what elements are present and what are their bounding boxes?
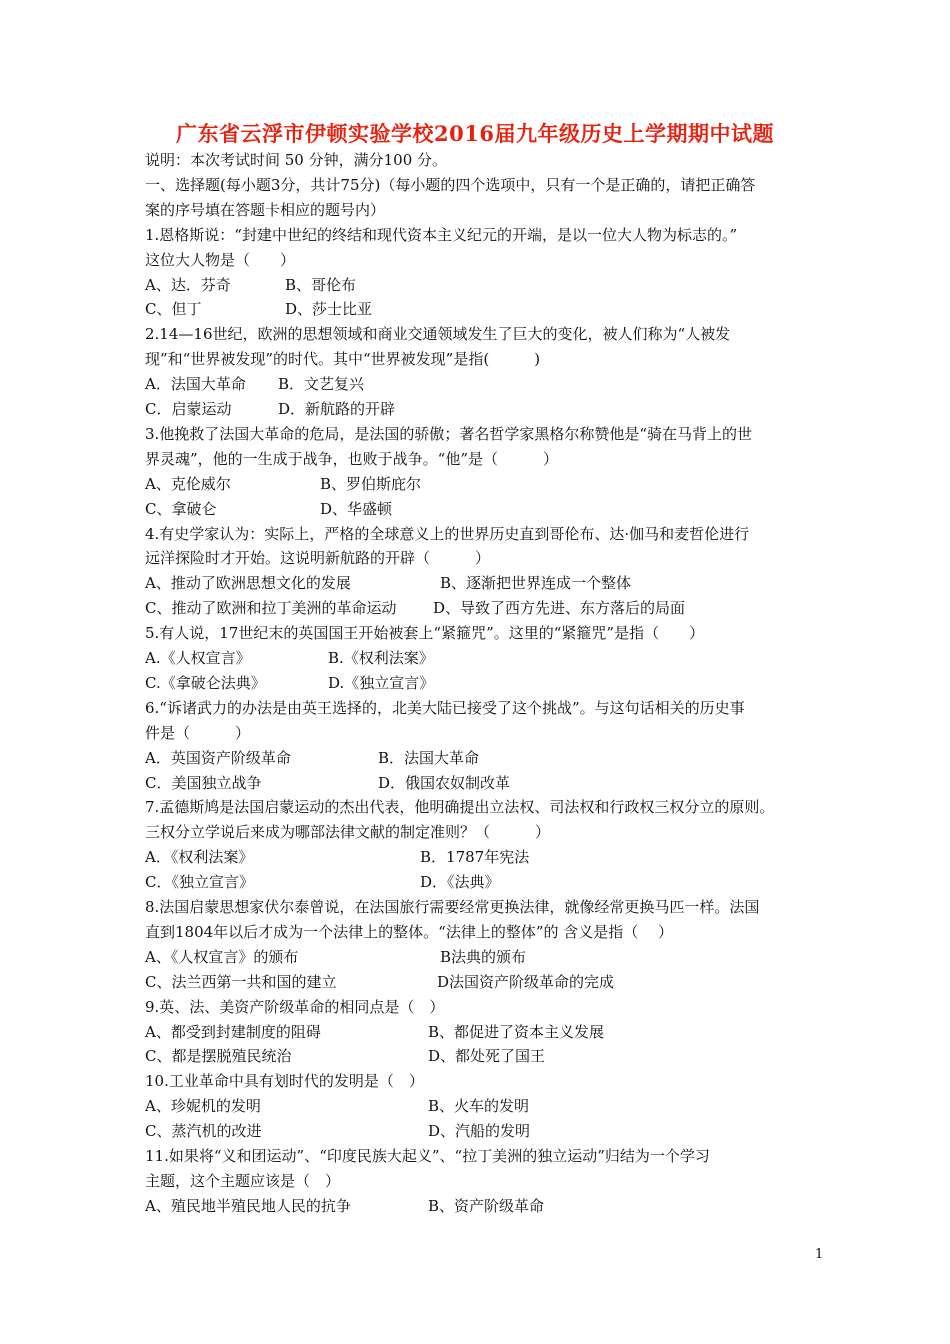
option-row	[145, 299, 373, 319]
option-a: A、达．芬奇	[145, 275, 231, 294]
option-a: A．英国资产阶级革命	[145, 748, 291, 767]
option-row	[145, 1196, 545, 1216]
text-line: 10.工业革命中具有划时代的发明是（ ）	[145, 1072, 424, 1091]
text-line: 一、选择题(每小题3分，共计75分)（每小题的四个选项中，只有一个是正确的，请把正确答	[145, 175, 756, 194]
option-row	[145, 1121, 531, 1141]
option-a: C．美国独立战争	[145, 773, 262, 792]
option-row	[145, 748, 480, 768]
option-b: B．文艺复兴	[278, 375, 365, 394]
text-line: 2.14—16世纪，欧洲的思想领域和商业交通领域发生了巨大的变化，被人们称为“人被发	[145, 325, 731, 344]
text-line: 三权分立学说后来成为哪部法律文献的制定准则？（ ）	[145, 823, 551, 842]
option-row	[145, 673, 435, 693]
option-row	[145, 1096, 530, 1116]
option-a: A．《权利法案》	[145, 848, 254, 867]
text-line: 这位大人物是（ ）	[145, 250, 296, 269]
option-row	[145, 474, 422, 494]
option-row	[145, 872, 500, 892]
option-row	[145, 399, 396, 419]
text-line: 6.“诉诸武力的办法是由英王选择的，北美大陆已接受了这个挑战”。与这句话相关的历史事	[145, 698, 745, 717]
text-line: 4.有史学家认为：实际上，严格的全球意义上的世界历史直到哥伦布、达·伽马和麦哲伦进行	[145, 524, 750, 543]
option-row	[145, 773, 511, 793]
text-line: 现”和“世界被发现”的时代。其中“世界被发现”是指( )	[145, 350, 541, 369]
option-a: C、法兰西第一共和国的建立	[145, 972, 337, 991]
option-b: B．法国大革命	[378, 748, 480, 767]
option-b: B、哥伦布	[285, 275, 357, 294]
text-line: 件是（ ）	[145, 723, 251, 742]
option-b: D、华盛顿	[320, 499, 393, 518]
option-b: D、汽船的发明	[428, 1122, 531, 1141]
page-title: 广东省云浮市伊顿实验学校2016届九年级历史上学期期中试题	[176, 121, 774, 146]
option-b: B．1787年宪法	[420, 848, 530, 867]
option-b: B法典的颁布	[440, 947, 527, 966]
option-a: A、都受到封建制度的阻碍	[145, 1022, 321, 1041]
option-b: D.《独立宣言》	[328, 673, 435, 692]
option-a: C.《拿破仑法典》	[145, 673, 266, 692]
option-a: A、克伦威尔	[145, 474, 231, 493]
option-row	[145, 947, 527, 967]
option-a: C．《独立宣言》	[145, 873, 254, 892]
option-a: A、殖民地半殖民地人民的抗争	[145, 1196, 351, 1215]
text-line: 案的序号填在答题卡相应的题号内）	[145, 200, 386, 219]
option-a: A、《人权宣言》的颁布	[145, 947, 299, 966]
option-row	[145, 598, 686, 618]
option-a: C、拿破仑	[145, 499, 217, 518]
option-b: B、资产阶级革命	[428, 1196, 545, 1215]
text-line: 主题，这个主题应该是（ ）	[145, 1171, 341, 1190]
option-b: B、逐渐把世界连成一个整体	[440, 574, 632, 593]
text-line: 远洋探险时才开始。这说明新航路的开辟（ ）	[145, 549, 491, 568]
page-number: 1	[815, 1247, 824, 1262]
text-line: 11.如果将“义和团运动”、“印度民族大起义”、“拉丁美洲的独立运动”归结为一个学习	[145, 1147, 710, 1165]
text-line: 说明：本次考试时间 50 分钟，满分100 分。	[145, 151, 448, 169]
option-row	[145, 275, 357, 295]
text-line: 3.他挽救了法国大革命的危局，是法国的骄傲；著名哲学家黑格尔称赞他是“骑在马背上的世	[145, 424, 752, 443]
option-a: A、珍妮机的发明	[145, 1097, 261, 1116]
option-row	[145, 847, 530, 867]
option-a: C、推动了欧洲和拉丁美洲的革命运动	[145, 599, 397, 618]
option-row	[145, 374, 365, 394]
option-a: A、推动了欧洲思想文化的发展	[145, 574, 351, 593]
option-b: D、莎士比亚	[285, 300, 373, 319]
option-row	[145, 648, 434, 668]
option-row	[145, 972, 615, 992]
option-a: C、都是摆脱殖民统治	[145, 1047, 292, 1066]
text-line: 1.恩格斯说：“封建中世纪的终结和现代资本主义纪元的开端，是以一位大人物为标志的。”	[145, 225, 738, 244]
option-b: D法国资产阶级革命的完成	[437, 972, 615, 991]
option-b: D．俄国农奴制改革	[378, 773, 511, 792]
text-line: 5.有人说，17世纪末的英国国王开始被套上“紧箍咒”。这里的“紧箍咒”是指（ ）	[145, 624, 705, 643]
option-b: D、导致了西方先进、东方落后的局面	[433, 599, 686, 618]
text-line: 9.英、法、美资产阶级革命的相同点是（ ）	[145, 997, 445, 1016]
option-a: C．启蒙运动	[145, 400, 232, 418]
text-line: 8.法国启蒙思想家伏尔泰曾说，在法国旅行需要经常更换法律，就像经常更换马匹一样。法国	[145, 898, 760, 916]
text-line: 直到1804年以后才成为一个法律上的整体。“法律上的整体”的 含义是指（ ）	[145, 922, 674, 941]
option-a: C、但丁	[145, 300, 202, 319]
option-row	[145, 1022, 605, 1042]
option-b: D．《法典》	[420, 873, 500, 892]
text-line: 界灵魂”，他的一生成于战争，也败于战争。“他”是（ ）	[145, 449, 559, 468]
text-line: 7.孟德斯鸠是法国启蒙运动的杰出代表，他明确提出立法权、司法权和行政权三权分立的原则。	[145, 798, 775, 817]
option-row	[145, 573, 632, 593]
option-b: B、火车的发明	[428, 1097, 530, 1116]
option-row	[145, 499, 393, 519]
option-a: C、蒸汽机的改进	[145, 1122, 262, 1141]
option-b: B、都促进了资本主义发展	[428, 1022, 605, 1041]
option-a: A．法国大革命	[145, 375, 246, 394]
option-b: D、都处死了国王	[428, 1047, 546, 1066]
option-b: B、罗伯斯庇尔	[320, 474, 422, 493]
option-b: D．新航路的开辟	[278, 400, 396, 418]
option-row	[145, 1046, 546, 1066]
option-a: A.《人权宣言》	[145, 649, 251, 667]
option-b: B.《权利法案》	[328, 649, 434, 667]
